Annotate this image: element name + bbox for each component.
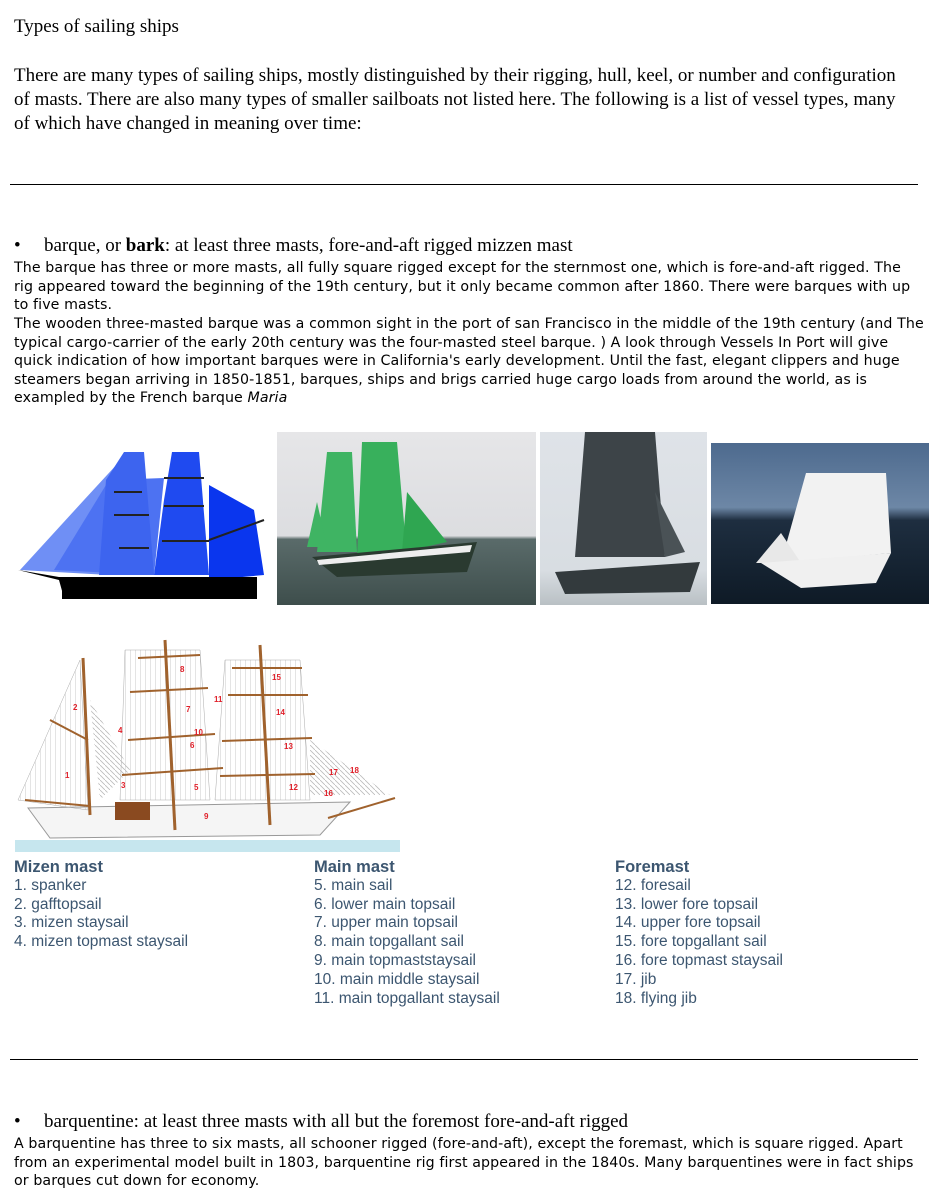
- blue-barque-diagram: [14, 440, 270, 605]
- svg-text:11: 11: [214, 695, 223, 704]
- svg-text:6: 6: [190, 741, 195, 750]
- svg-text:16: 16: [324, 789, 333, 798]
- bullet-icon: •: [14, 235, 21, 256]
- divider: [10, 1059, 918, 1060]
- page-title: Types of sailing ships: [14, 16, 179, 37]
- heading-text: barque, or: [44, 235, 126, 256]
- svg-text:15: 15: [272, 673, 281, 682]
- barque-paragraph-2: [14, 315, 924, 408]
- legend-mizen-mast: [14, 858, 188, 952]
- divider: [10, 184, 918, 185]
- legend-item: 4. mizen topmast staysail: [14, 933, 189, 951]
- svg-text:10: 10: [194, 728, 203, 737]
- legend-item: 15. fore topgallant sail: [615, 933, 767, 951]
- svg-text:17: 17: [329, 768, 338, 777]
- svg-text:7: 7: [186, 705, 191, 714]
- legend-item: 13. lower fore topsail: [615, 895, 759, 913]
- dark-sailed-barque-photo: [540, 432, 707, 605]
- svg-text:9: 9: [204, 812, 209, 821]
- ship-name: Maria: [247, 390, 288, 406]
- legend-item: 16. fore topmast staysail: [615, 951, 783, 969]
- heading-text: barquentine: at least three masts with all but the foremost fore-and-aft rigged: [44, 1111, 629, 1132]
- intro-paragraph: There are many types of sailing ships, mostly distinguished by their rigging, hull, keel, or number and configuration of masts. There are also many types of smaller sailboats not listed here. The following is a list of vessel types, many of which have changed in meaning over time:: [14, 65, 896, 134]
- svg-text:2: 2: [73, 703, 78, 712]
- svg-text:18: 18: [350, 766, 359, 775]
- legend-heading: Mizen mast: [14, 858, 103, 876]
- svg-text:13: 13: [284, 742, 293, 751]
- legend-item: 5. main sail: [314, 876, 393, 894]
- svg-text:14: 14: [276, 708, 285, 717]
- legend-foremast: [615, 858, 783, 1008]
- heading-bold-term: bark: [125, 235, 165, 256]
- heading-text-rest: : at least three masts, fore-and-aft rigged mizzen mast: [164, 235, 573, 256]
- sail-plan-diagram: [10, 630, 405, 855]
- legend-heading: Main mast: [314, 858, 395, 876]
- legend-item: 7. upper main topsail: [314, 914, 458, 932]
- legend-heading: Foremast: [615, 858, 690, 876]
- green-sailed-barque-photo: [277, 432, 536, 605]
- legend-item: 18. flying jib: [615, 989, 697, 1007]
- legend-item: 3. mizen staysail: [14, 914, 129, 932]
- barque-paragraph-1: The barque has three or more masts, all fully square rigged except for the sternmost one, which is fore-and-aft rigged. The rig appeared toward the beginning of the 19th century, but it only became common after 1860. There were barques with up to five masts.: [14, 260, 911, 313]
- legend-item: 14. upper fore topsail: [615, 914, 761, 932]
- svg-text:8: 8: [180, 665, 185, 674]
- legend-item: 6. lower main topsail: [314, 895, 456, 913]
- legend-item: 2. gafftopsail: [14, 895, 102, 913]
- bullet-icon: •: [14, 1111, 21, 1132]
- paragraph-text: The wooden three-masted barque was a common sight in the port of san Francisco in the middle of the 19th century (and The typical cargo-carrier of the early 20th century was the four-masted steel barque. ) A look through Vessels In Port will give quick indication of how important barques were in California's early development. Until the fast, elegant clippers and huge steamers began arriving in 1850-1851, barques, ships and brigs carried huge cargo loads from around the world, as is exampled by the French barque: [14, 316, 924, 406]
- svg-text:3: 3: [121, 781, 126, 790]
- section-heading-barque: [14, 235, 573, 257]
- legend-main-mast: [314, 858, 500, 1008]
- legend-item: 9. main topmaststaysail: [314, 951, 476, 969]
- legend-item: 17. jib: [615, 970, 657, 988]
- legend-item: 12. foresail: [615, 876, 691, 894]
- svg-text:4: 4: [118, 726, 123, 735]
- legend-item: 8. main topgallant sail: [314, 933, 464, 951]
- legend-item: 10. main middle staysail: [314, 970, 480, 988]
- diagram-label-1: 1: [65, 771, 70, 780]
- svg-text:12: 12: [289, 783, 298, 792]
- barquentine-paragraph-1: A barquentine has three to six masts, all schooner rigged (fore-and-aft), except the foremast, which is square rigged. Apart from an experimental model built in 1803, barquentine rig first appeared in the 1840s. Many barquentines were in fact ships or barques cut down for economy.: [14, 1136, 914, 1189]
- svg-text:5: 5: [194, 783, 199, 792]
- section-heading-barquentine: [14, 1111, 628, 1133]
- legend-item: 1. spanker: [14, 876, 87, 894]
- white-sailed-barque-photo: [711, 443, 929, 604]
- legend-item: 11. main topgallant staysail: [314, 989, 500, 1007]
